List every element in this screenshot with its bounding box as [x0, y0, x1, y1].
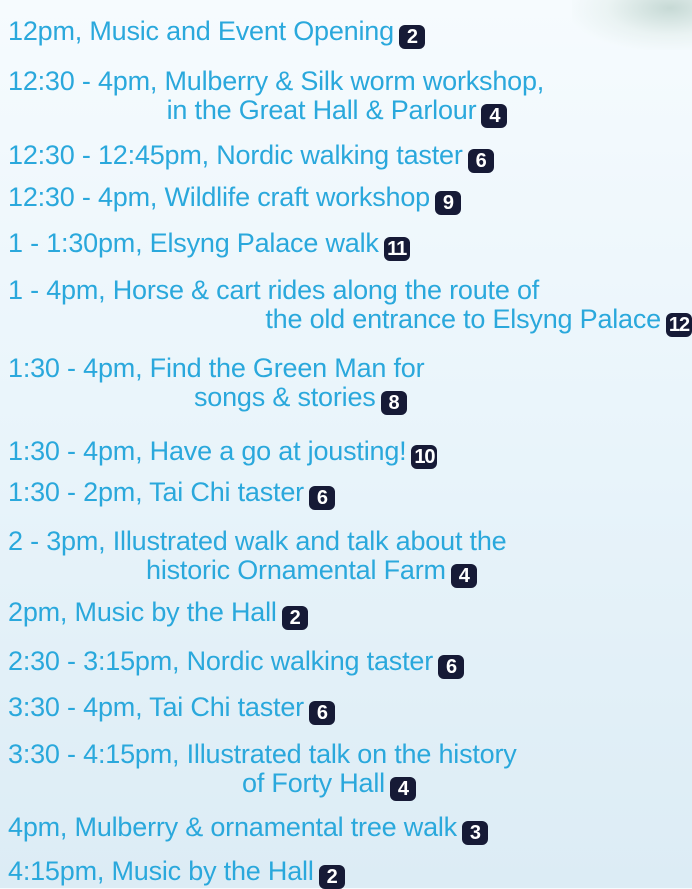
location-badge: 11 — [384, 237, 410, 261]
schedule-item-line: 2 - 3pm, Illustrated walk and talk about the — [8, 526, 507, 556]
location-badge: 4 — [390, 777, 416, 801]
location-badge: 9 — [435, 191, 461, 215]
schedule-item-line: of Forty Hall 4 — [8, 769, 692, 801]
schedule-item-line: 3:30 - 4:15pm, Illustrated talk on the history — [8, 739, 517, 769]
schedule-item-line: 2:30 - 3:15pm, Nordic walking taster 6 — [8, 647, 692, 679]
schedule-item-line: 1 - 1:30pm, Elsyng Palace walk 11 — [8, 229, 692, 261]
schedule-item-line: 2pm, Music by the Hall 2 — [8, 598, 692, 630]
location-badge: 4 — [451, 564, 477, 588]
schedule-item-line: in the Great Hall & Parlour 4 — [8, 96, 692, 128]
location-badge: 6 — [438, 655, 464, 679]
schedule-item — [8, 598, 692, 630]
location-badge: 6 — [309, 701, 335, 725]
location-badge: 6 — [468, 149, 494, 173]
location-badge: 6 — [309, 486, 335, 510]
schedule-item-line: historic Ornamental Farm 4 — [8, 556, 692, 588]
schedule-item — [8, 17, 692, 49]
schedule-item — [8, 740, 692, 801]
schedule-item-line: 12:30 - 12:45pm, Nordic walking taster 6 — [8, 141, 692, 173]
schedule-item-line: 4:15pm, Music by the Hall 2 — [8, 857, 692, 889]
schedule-item-line: 1:30 - 2pm, Tai Chi taster 6 — [8, 478, 692, 510]
schedule-item — [8, 813, 692, 845]
schedule-item-line: 12:30 - 4pm, Mulberry & Silk worm workshop, — [8, 66, 545, 96]
schedule-item — [8, 693, 692, 725]
schedule-item-line: songs & stories 8 — [8, 383, 692, 415]
schedule-item-line: 1:30 - 4pm, Have a go at jousting! 10 — [8, 437, 692, 469]
schedule-item-line: 12:30 - 4pm, Wildlife craft workshop 9 — [8, 183, 692, 215]
schedule-item — [8, 647, 692, 679]
schedule-item — [8, 478, 692, 510]
schedule-item — [8, 437, 692, 469]
schedule-item-line: the old entrance to Elsyng Palace 12 — [8, 305, 692, 337]
location-badge: 3 — [462, 821, 488, 845]
location-badge: 8 — [381, 391, 407, 415]
schedule-item — [8, 141, 692, 173]
schedule-item-line: 12pm, Music and Event Opening 2 — [8, 17, 692, 49]
schedule-item-line: 1 - 4pm, Horse & cart rides along the route of — [8, 275, 540, 305]
schedule-item-line: 3:30 - 4pm, Tai Chi taster 6 — [8, 693, 692, 725]
schedule-item — [8, 276, 692, 337]
location-badge: 2 — [319, 865, 345, 889]
schedule-item — [8, 527, 692, 588]
location-badge: 2 — [282, 606, 308, 630]
location-badge: 10 — [411, 445, 437, 469]
schedule-item — [8, 354, 692, 415]
schedule-item — [8, 229, 692, 261]
schedule-item — [8, 857, 692, 889]
location-badge: 2 — [399, 25, 425, 49]
location-badge: 12 — [666, 313, 692, 337]
location-badge: 4 — [481, 104, 507, 128]
schedule-item-line: 4pm, Mulberry & ornamental tree walk 3 — [8, 813, 692, 845]
schedule-item — [8, 183, 692, 215]
schedule-item-line: 1:30 - 4pm, Find the Green Man for — [8, 353, 425, 383]
schedule-item — [8, 67, 692, 128]
